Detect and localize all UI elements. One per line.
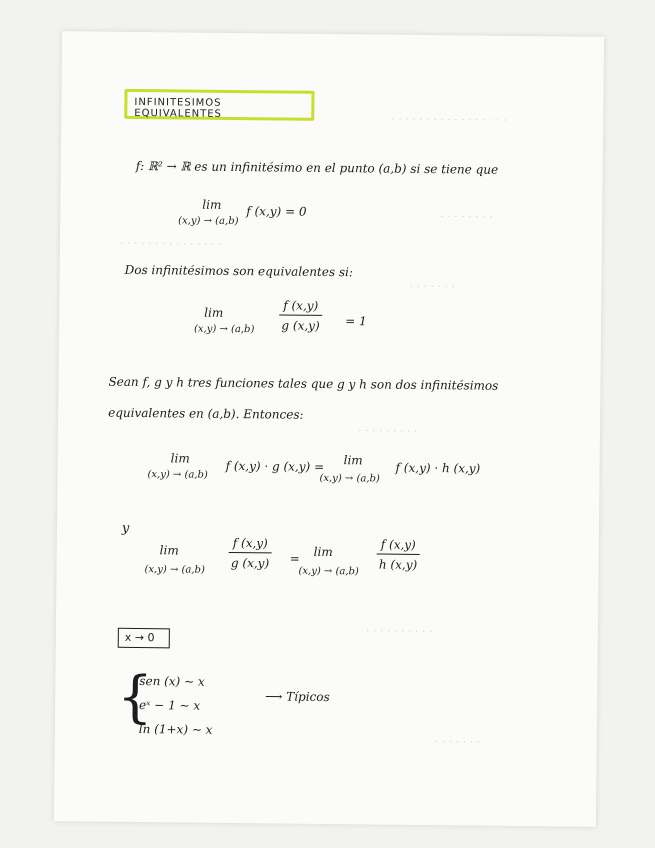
equivalence-denominator: g (x,y) xyxy=(281,318,320,333)
equivalence-result: = 1 xyxy=(345,314,367,329)
bleed-through-mark: · · · · · · · · · · · · · · · · · xyxy=(391,112,507,127)
title-highlight-box xyxy=(124,89,314,121)
definition-limit-expr: f (x,y) = 0 xyxy=(246,204,307,219)
product-sub-right: (x,y) → (a,b) xyxy=(319,472,380,485)
typical-note: ⟶ Típicos xyxy=(265,689,330,705)
quotient-sub-right: (x,y) → (a,b) xyxy=(298,565,359,578)
x-to-zero-box xyxy=(118,628,170,649)
connector-y: y xyxy=(121,520,130,536)
equivalence-numerator: f (x,y) xyxy=(279,298,322,315)
quotient-left-denominator: g (x,y) xyxy=(230,555,270,571)
equivalence-lim: lim xyxy=(204,305,224,320)
typical-item-2: eˣ − 1 ~ x xyxy=(139,698,201,713)
page-title: INFINITESIMOS EQUIVALENTES xyxy=(134,96,223,120)
theorem-line-1: Sean f, g y h tres funciones tales que g y h son dos infinitésimos xyxy=(108,374,499,393)
x-to-zero-label: x → 0 xyxy=(124,630,155,645)
paper-sheet xyxy=(54,31,604,827)
equivalence-fraction xyxy=(279,298,322,332)
equivalence-sentence: Dos infinitésimos son equivalentes si: xyxy=(124,262,353,280)
product-lim-right: lim xyxy=(343,453,363,468)
typical-item-1: sen (x) ~ x xyxy=(139,674,205,689)
bleed-through-mark: · · · · · · · xyxy=(434,735,481,749)
bleed-through-mark: · · · · · · · xyxy=(409,279,456,294)
quotient-left-numerator: f (x,y) xyxy=(229,536,272,553)
quotient-right-denominator: h (x,y) xyxy=(378,557,418,572)
definition-sentence: f: ℝ² → ℝ es un infinitésimo en el punto (a,b) si se tiene que xyxy=(135,158,499,177)
product-expr-left: f (x,y) · g (x,y) = xyxy=(225,458,325,474)
bleed-through-mark: · · · · · · · · xyxy=(440,210,493,224)
quotient-right-fraction xyxy=(377,538,420,572)
quotient-equals: = xyxy=(289,551,300,566)
quotient-lim-right: lim xyxy=(313,544,333,560)
quotient-left-fraction xyxy=(229,536,272,570)
bleed-through-mark: · · · · · · · · · · · · · · · xyxy=(119,236,222,251)
typical-item-3: ln (1+x) ~ x xyxy=(138,722,213,737)
quotient-right-numerator: f (x,y) xyxy=(377,538,420,555)
definition-limit-sub: (x,y) → (a,b) xyxy=(178,215,239,228)
quotient-sub-left: (x,y) → (a,b) xyxy=(144,564,205,576)
product-lim-left: lim xyxy=(170,451,190,466)
quotient-lim-left: lim xyxy=(159,543,179,558)
product-sub-left: (x,y) → (a,b) xyxy=(147,469,208,481)
left-brace: { xyxy=(116,664,154,731)
bleed-through-mark: · · · · · · · · · · xyxy=(365,624,433,639)
bleed-through-mark: · · · · · · · · · xyxy=(357,424,418,438)
theorem-line-2: equivalentes en (a,b). Entonces: xyxy=(108,405,304,422)
equivalence-limit-sub: (x,y) → (a,b) xyxy=(193,323,255,336)
definition-lim: lim xyxy=(202,197,222,212)
product-expr-right: f (x,y) · h (x,y) xyxy=(395,460,481,476)
